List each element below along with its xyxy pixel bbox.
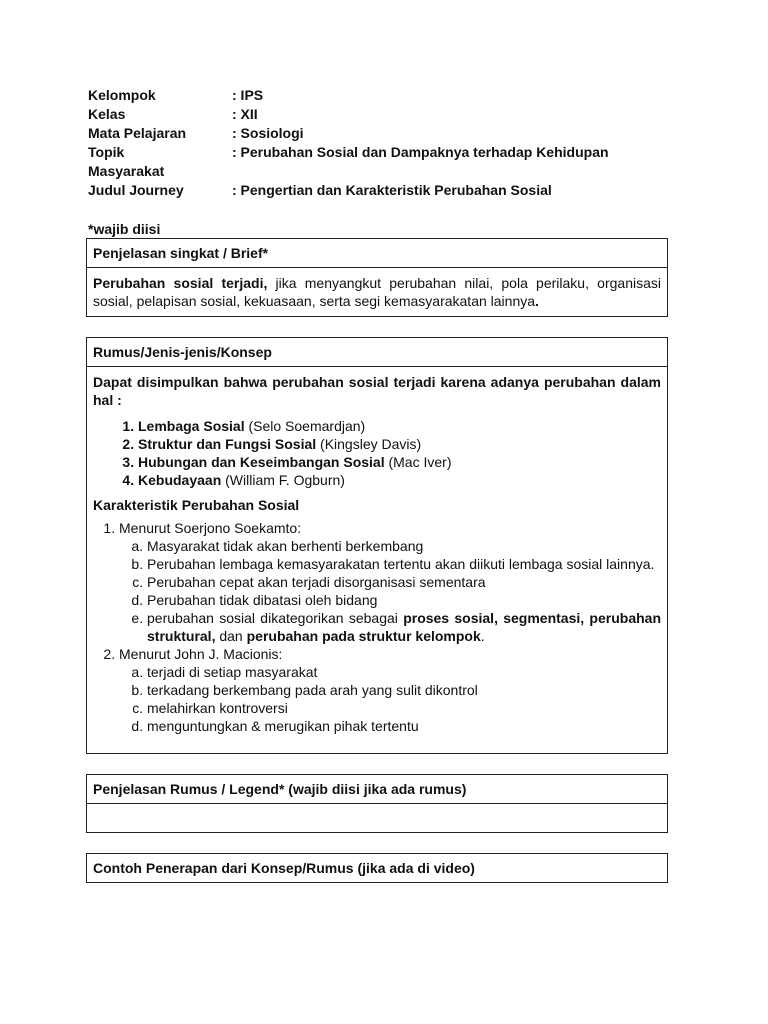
list-item: 1. Lembaga Sosial (Selo Soemardjan) xyxy=(138,417,661,435)
brief-body[interactable] xyxy=(87,268,668,317)
list-item xyxy=(119,645,661,735)
meta-value: : Perubahan Sosial dan Dampaknya terhadap Kehidupan Masyarakat xyxy=(88,144,609,179)
metadata-block xyxy=(88,86,668,200)
meta-label: Judul Journey xyxy=(88,182,184,198)
char-header: Karakteristik Perubahan Sosial xyxy=(93,497,300,513)
brief-text xyxy=(93,274,661,310)
legend-header: Penjelasan Rumus / Legend* (wajib diisi jika ada rumus) xyxy=(87,775,668,804)
list-item: c. Perubahan cepat akan terjadi disorganisasi sementara xyxy=(147,573,661,591)
konsep-list xyxy=(93,417,661,489)
brief-table xyxy=(86,238,668,317)
list-item: e. perubahan sosial dikategorikan sebagai proses sosial, segmentasi, perubahan struktural, dan perubahan pada struktur kelompok. xyxy=(147,609,661,645)
brief-bold-lead: Perubahan sosial terjadi, xyxy=(93,275,268,291)
list-item: a. terjadi di setiap masyarakat xyxy=(147,663,661,681)
konsep-body[interactable] xyxy=(87,367,668,754)
contoh-table xyxy=(86,853,668,883)
list-item: a. Masyarakat tidak akan berhenti berkembang xyxy=(147,537,661,555)
meta-kelas xyxy=(88,105,668,124)
list-item: 4. Kebudayaan (William F. Ogburn) xyxy=(138,471,661,489)
meta-value: : Sosiologi xyxy=(232,125,304,141)
legend-table xyxy=(86,774,668,833)
expert-list xyxy=(93,519,661,735)
brief-header: Penjelasan singkat / Brief* xyxy=(87,239,668,268)
konsep-table xyxy=(86,337,668,754)
meta-label: Kelompok xyxy=(88,87,156,103)
konsep-intro: Dapat disimpulkan bahwa perubahan sosial terjadi karena adanya perubahan dalam hal : xyxy=(93,374,661,408)
list-item xyxy=(119,519,661,645)
meta-mapel xyxy=(88,124,668,143)
meta-judul xyxy=(88,181,668,200)
list-item: 3. Hubungan dan Keseimbangan Sosial (Mac Iver) xyxy=(138,453,661,471)
expert-points xyxy=(119,663,661,735)
required-note: *wajib diisi xyxy=(88,221,161,237)
meta-value: : Pengertian dan Karakteristik Perubahan Sosial xyxy=(232,182,552,198)
expert-name: Menurut Soerjono Soekamto: xyxy=(119,520,302,536)
meta-value: : XII xyxy=(232,106,258,122)
meta-label: Topik xyxy=(88,144,125,160)
list-item: d. menguntungkan & merugikan pihak tertentu xyxy=(147,717,661,735)
brief-rest: jika menyangkut perubahan nilai, pola perilaku, organisasi sosial, pelapisan sosial, kekuasaan, serta segi kemasyarakatan lainnya xyxy=(93,275,661,309)
meta-label: Kelas xyxy=(88,106,126,122)
expert-points xyxy=(119,537,661,645)
list-item: 2. Struktur dan Fungsi Sosial (Kingsley Davis) xyxy=(138,435,661,453)
meta-topik xyxy=(88,143,668,181)
expert-name: Menurut John J. Macionis: xyxy=(119,646,283,662)
list-item: c. melahirkan kontroversi xyxy=(147,699,661,717)
meta-kelompok xyxy=(88,86,668,105)
meta-label: Mata Pelajaran xyxy=(88,125,187,141)
list-item: b. Perubahan lembaga kemasyarakatan tertentu akan diikuti lembaga sosial lainnya. xyxy=(147,555,661,573)
konsep-header: Rumus/Jenis-jenis/Konsep xyxy=(87,338,668,367)
meta-value: : IPS xyxy=(232,87,264,103)
list-item: b. terkadang berkembang pada arah yang sulit dikontrol xyxy=(147,681,661,699)
worksheet-page xyxy=(88,86,668,883)
list-item: d. Perubahan tidak dibatasi oleh bidang xyxy=(147,591,661,609)
contoh-header: Contoh Penerapan dari Konsep/Rumus (jika ada di video) xyxy=(87,854,668,883)
legend-body[interactable] xyxy=(87,804,668,833)
brief-end-mark: . xyxy=(535,293,539,309)
